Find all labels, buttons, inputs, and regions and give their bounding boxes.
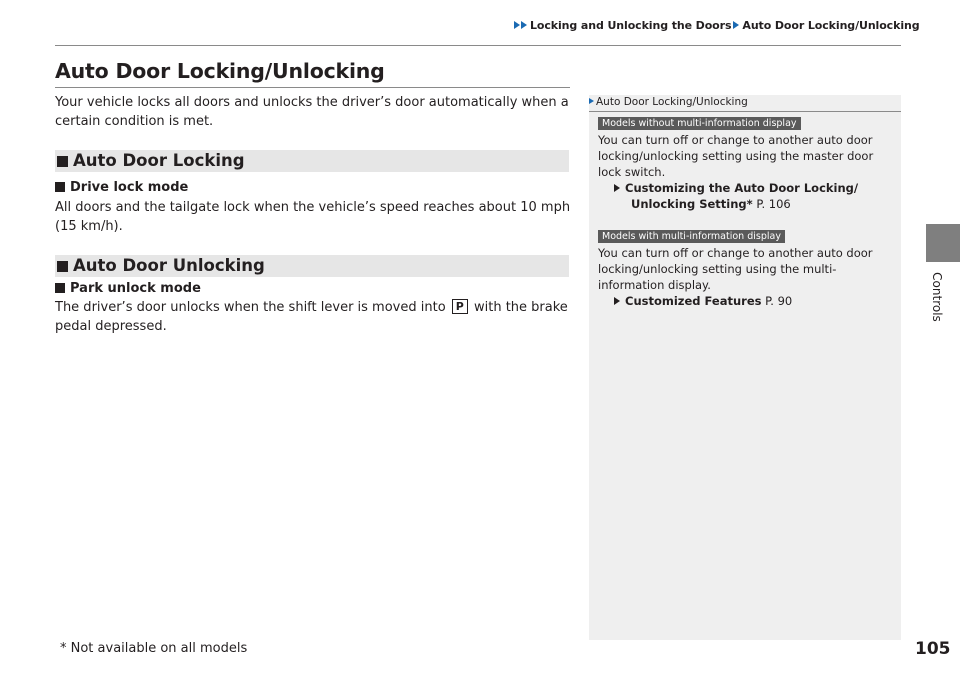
subheading-label: Drive lock mode (70, 180, 189, 195)
xref-customized-features[interactable] (614, 293, 894, 309)
tag-with-mid: Models with multi-information display (598, 230, 785, 243)
breadcrumb-arrow-icon (521, 21, 527, 29)
square-bullet-icon (57, 261, 68, 272)
page-number: 105 (915, 639, 951, 659)
reference-arrow-icon (614, 184, 620, 192)
drive-lock-paragraph: All doors and the tailgate lock when the vehicle’s speed reaches about 10 mph (15 km/h). (55, 200, 571, 234)
breadcrumb-item-locking[interactable]: Locking and Unlocking the Doors (530, 19, 732, 32)
breadcrumb-arrow-icon (733, 21, 739, 29)
park-unlock-text-after: with the brake pedal depressed. (55, 300, 568, 334)
subheading-park-unlock (55, 281, 201, 296)
breadcrumb-item-auto-door[interactable]: Auto Door Locking/Unlocking (742, 19, 920, 32)
xref-title-line1: Customizing the Auto Door Locking/ (625, 181, 859, 195)
xref-title-line2: Unlocking Setting (631, 197, 747, 211)
chapter-tab-text: Controls (929, 272, 944, 322)
sidebar-heading (589, 96, 748, 108)
note-marker-icon (589, 98, 594, 104)
subheading-label: Park unlock mode (70, 281, 201, 296)
chapter-tab-label (924, 270, 944, 320)
chapter-tab[interactable] (926, 224, 960, 262)
reference-arrow-icon (614, 297, 620, 305)
tag-without-mid: Models without multi-information display (598, 117, 801, 130)
xref-page: P. 90 (765, 294, 793, 308)
breadcrumb (514, 19, 920, 32)
shift-position-p-icon: P (452, 299, 468, 314)
title-divider (55, 87, 570, 88)
intro-paragraph: Your vehicle locks all doors and unlocks the driver’s door automatically when a certain condition is met. (55, 95, 569, 129)
header-divider (55, 45, 901, 46)
xref-title: Customized Features (625, 294, 762, 308)
page-title: Auto Door Locking/Unlocking (55, 59, 385, 83)
square-bullet-icon (55, 283, 65, 293)
park-unlock-text-before: The driver’s door unlocks when the shift lever is moved into (55, 300, 446, 315)
section-heading-label: Auto Door Unlocking (73, 256, 265, 275)
footnote: * Not available on all models (60, 641, 248, 656)
xref-customizing-setting[interactable] (614, 180, 894, 212)
section-heading-unlocking (55, 255, 569, 277)
xref-page: P. 106 (756, 197, 791, 211)
section-heading-locking (55, 150, 569, 172)
square-bullet-icon (57, 156, 68, 167)
breadcrumb-arrow-icon (514, 21, 520, 29)
subheading-drive-lock (55, 180, 188, 195)
square-bullet-icon (55, 182, 65, 192)
sidebar-divider (589, 111, 901, 112)
section-heading-label: Auto Door Locking (73, 151, 245, 170)
park-unlock-paragraph (55, 298, 572, 336)
note-without-mid: You can turn off or change to another auto door locking/unlocking setting using the master door lock switch. (598, 133, 874, 179)
note-with-mid: You can turn off or change to another auto door locking/unlocking setting using the multi-information display. (598, 246, 873, 292)
sidebar-heading-label: Auto Door Locking/Unlocking (596, 96, 748, 108)
xref-star: * (746, 197, 753, 211)
